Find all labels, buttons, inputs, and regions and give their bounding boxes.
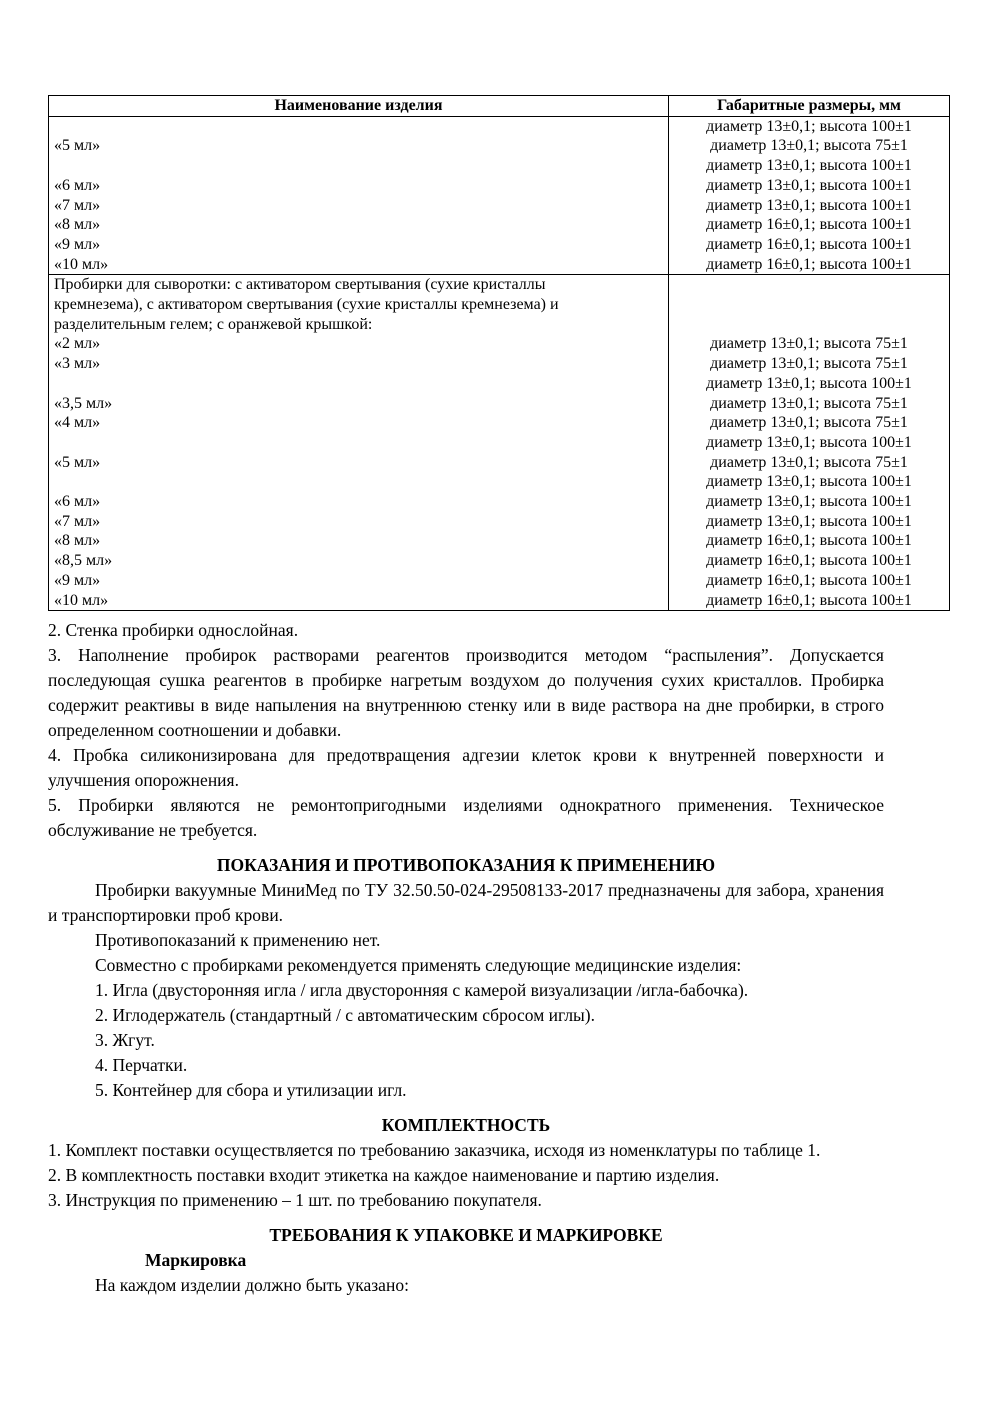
paragraph-tube-wall: 2. Стенка пробирки однослойная. bbox=[48, 620, 299, 641]
table-row bbox=[49, 255, 949, 275]
table-row bbox=[49, 334, 949, 354]
table-header-size-col: Габаритные размеры, мм bbox=[717, 97, 901, 114]
table-row bbox=[49, 374, 949, 394]
table-row bbox=[49, 354, 949, 374]
list-item: 3. Инструкция по применению – 1 шт. по требованию покупателя. bbox=[48, 1190, 542, 1211]
subheading-marking: Маркировка bbox=[145, 1250, 247, 1271]
product-size-cell: диаметр 16±0,1; высота 100±1 bbox=[706, 532, 912, 550]
product-name-cell bbox=[49, 156, 669, 176]
product-name-cell: «8,5 мл» bbox=[49, 551, 669, 571]
list-item: 2. В комплектность поставки входит этикетка на каждое наименование и партию изделия. bbox=[48, 1165, 720, 1186]
product-name-cell bbox=[49, 433, 669, 453]
product-size-cell: диаметр 13±0,1; высота 75±1 bbox=[710, 355, 908, 373]
product-size-cell: диаметр 13±0,1; высота 100±1 bbox=[706, 512, 912, 530]
table-row bbox=[49, 492, 949, 512]
product-name-cell: «4 мл» bbox=[49, 413, 669, 433]
product-name-cell bbox=[49, 472, 669, 492]
table-row bbox=[49, 531, 949, 551]
section-heading-completeness: КОМПЛЕКТНОСТЬ bbox=[381, 1115, 551, 1136]
product-size-cell: диаметр 13±0,1; высота 100±1 bbox=[706, 493, 912, 511]
product-size-cell: диаметр 13±0,1; высота 100±1 bbox=[706, 374, 912, 392]
product-name-cell: «3,5 мл» bbox=[49, 394, 669, 414]
product-name-cell: «9 мл» bbox=[49, 571, 669, 591]
product-name-cell: «9 мл» bbox=[49, 235, 669, 255]
product-size-cell: диаметр 13±0,1; высота 75±1 bbox=[710, 453, 908, 471]
product-size-cell: диаметр 13±0,1; высота 75±1 bbox=[710, 414, 908, 432]
table-row bbox=[49, 472, 949, 492]
table-header-name-col: Наименование изделия bbox=[49, 96, 669, 116]
product-name-cell: «8 мл» bbox=[49, 531, 669, 551]
table-row-intro bbox=[49, 275, 949, 334]
table-row bbox=[49, 433, 949, 453]
list-item: 2. Иглодержатель (стандартный / с автоматическим сбросом иглы). bbox=[95, 1005, 596, 1026]
section-heading-packaging: ТРЕБОВАНИЯ К УПАКОВКЕ И МАРКИРОВКЕ bbox=[269, 1225, 663, 1246]
list-item: 5. Контейнер для сбора и утилизации игл. bbox=[95, 1080, 407, 1101]
paragraph-stopper-silicone: 4. Пробка силиконизирована для предотвращения адгезии клеток крови к внутренней поверхности и улучшения опорожнения. bbox=[48, 745, 884, 791]
product-name-cell bbox=[49, 374, 669, 394]
table-header-row bbox=[49, 96, 949, 117]
indications-list bbox=[48, 978, 884, 1103]
product-name-cell: «3 мл» bbox=[49, 354, 669, 374]
list-item: 1. Комплект поставки осуществляется по требованию заказчика, исходя из номенклатуры по таблице 1. bbox=[48, 1140, 821, 1161]
table-section-1 bbox=[49, 117, 949, 275]
product-name-cell: «6 мл» bbox=[49, 176, 669, 196]
section-2-intro-empty-cell bbox=[669, 275, 949, 334]
product-size-cell: диаметр 16±0,1; высота 100±1 bbox=[706, 216, 912, 234]
paragraph-reagent-filling: 3. Наполнение пробирок растворами реагентов производится методом “распыления”. Допускается последующая сушка реагентов в пробирке нагретым воздухом до получения сухих кристаллов. Пробирка содержит реактивы в виде напыления на внутреннюю стенку или в виде раствора на дне пробирки, в строго определенном соотношении и добавки. bbox=[48, 645, 884, 741]
table-row bbox=[49, 156, 949, 176]
product-size-cell: диаметр 13±0,1; высота 100±1 bbox=[706, 196, 912, 214]
paragraph-single-use: 5. Пробирки являются не ремонтопригодными изделиями однократного применения. Техническое обслуживание не требуется. bbox=[48, 795, 884, 841]
body-text bbox=[48, 618, 884, 1298]
table-row bbox=[49, 453, 949, 473]
table-row bbox=[49, 196, 949, 216]
product-size-cell: диаметр 16±0,1; высота 100±1 bbox=[706, 552, 912, 570]
product-name-cell: «6 мл» bbox=[49, 492, 669, 512]
table-row bbox=[49, 176, 949, 196]
table-row bbox=[49, 413, 949, 433]
indications-contraindications: Противопоказаний к применению нет. bbox=[95, 930, 381, 951]
product-name-cell: «8 мл» bbox=[49, 215, 669, 235]
table-row bbox=[49, 215, 949, 235]
product-size-cell: диаметр 13±0,1; высота 100±1 bbox=[706, 176, 912, 194]
product-size-cell: диаметр 13±0,1; высота 100±1 bbox=[706, 433, 912, 451]
indications-purpose: Пробирки вакуумные МиниМед по ТУ 32.50.50-024-29508133-2017 предназначены для забора, хранения и транспортировки проб крови. bbox=[48, 880, 884, 926]
product-size-cell: диаметр 13±0,1; высота 100±1 bbox=[706, 473, 912, 491]
table-section-1-rows bbox=[49, 117, 949, 275]
completeness-list bbox=[48, 1138, 884, 1213]
table-row bbox=[49, 235, 949, 255]
product-table bbox=[48, 95, 950, 611]
product-name-cell: «5 мл» bbox=[49, 136, 669, 156]
product-size-cell: диаметр 13±0,1; высота 75±1 bbox=[710, 335, 908, 353]
product-name-cell: «5 мл» bbox=[49, 453, 669, 473]
product-size-cell: диаметр 16±0,1; высота 100±1 bbox=[706, 571, 912, 589]
section-2-intro-text: Пробирки для сыворотки: с активатором свертывания (сухие кристаллы кремнезема), с активатором свертывания (сухие кристаллы кремнезема) и разделительным гелем; с оранжевой крышкой: bbox=[49, 275, 669, 334]
table-row bbox=[49, 591, 949, 611]
table-section-2-rows bbox=[49, 334, 949, 610]
table-row bbox=[49, 117, 949, 137]
marking-intro: На каждом изделии должно быть указано: bbox=[95, 1275, 409, 1296]
indications-recommended-intro: Совместно с пробирками рекомендуется применять следующие медицинские изделия: bbox=[95, 955, 742, 976]
table-row bbox=[49, 551, 949, 571]
table-row bbox=[49, 571, 949, 591]
list-item: 4. Перчатки. bbox=[95, 1055, 188, 1076]
product-name-cell: «10 мл» bbox=[49, 255, 669, 275]
product-size-cell: диаметр 13±0,1; высота 100±1 bbox=[706, 117, 912, 135]
list-item: 3. Жгут. bbox=[95, 1030, 155, 1051]
product-size-cell: диаметр 13±0,1; высота 75±1 bbox=[710, 394, 908, 412]
product-size-cell: диаметр 13±0,1; высота 75±1 bbox=[710, 137, 908, 155]
table-section-2 bbox=[49, 274, 949, 610]
product-name-cell: «7 мл» bbox=[49, 196, 669, 216]
product-name-cell bbox=[49, 117, 669, 137]
table-row bbox=[49, 394, 949, 414]
product-size-cell: диаметр 16±0,1; высота 100±1 bbox=[706, 235, 912, 253]
product-name-cell: «2 мл» bbox=[49, 334, 669, 354]
section-heading-indications: ПОКАЗАНИЯ И ПРОТИВОПОКАЗАНИЯ К ПРИМЕНЕНИЮ bbox=[216, 855, 716, 876]
table-row bbox=[49, 136, 949, 156]
product-size-cell: диаметр 16±0,1; высота 100±1 bbox=[706, 255, 912, 273]
product-size-cell: диаметр 16±0,1; высота 100±1 bbox=[706, 591, 912, 609]
list-item: 1. Игла (двусторонняя игла / игла двусторонняя с камерой визуализации /игла-бабочка). bbox=[95, 980, 749, 1001]
product-name-cell: «7 мл» bbox=[49, 512, 669, 532]
product-size-cell: диаметр 13±0,1; высота 100±1 bbox=[706, 157, 912, 175]
table-row bbox=[49, 512, 949, 532]
product-name-cell: «10 мл» bbox=[49, 591, 669, 611]
